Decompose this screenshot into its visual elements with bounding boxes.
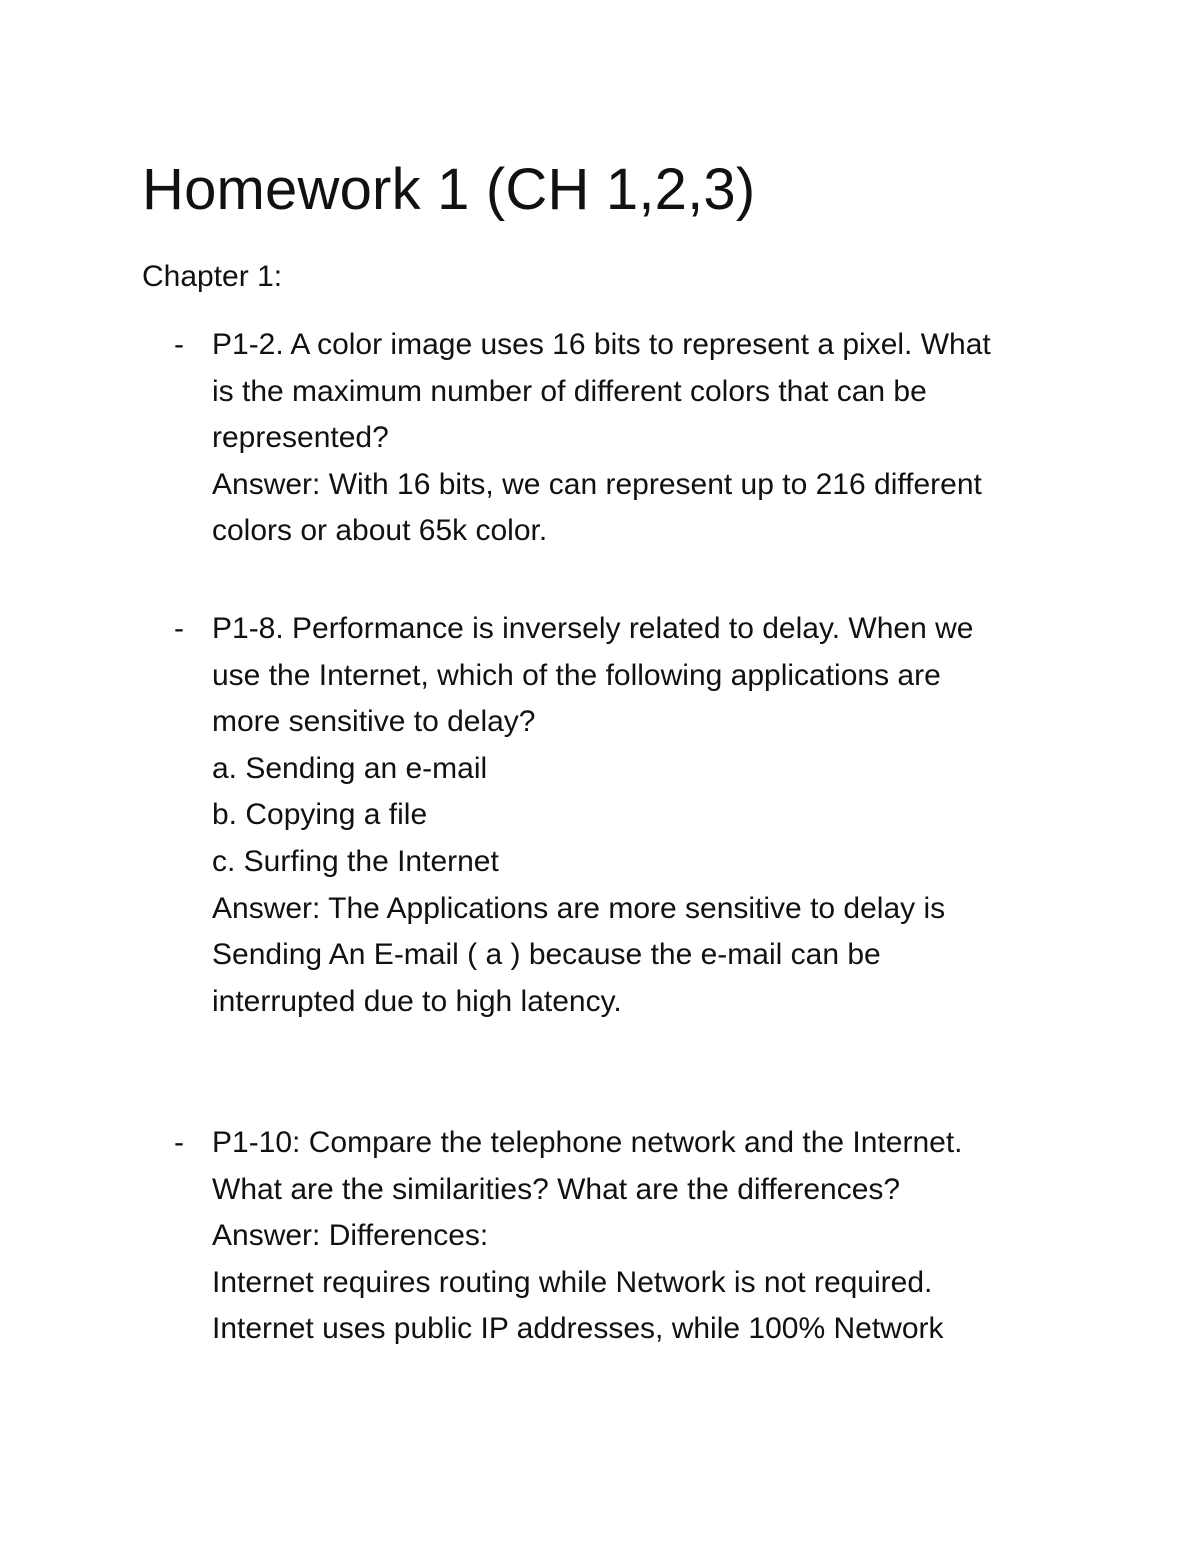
problem-line <box>142 606 973 653</box>
answer-line <box>142 1260 962 1307</box>
problem-line <box>142 1167 962 1214</box>
answer-text: interrupted due to high latency. <box>212 984 622 1018</box>
answer-line <box>142 1213 962 1260</box>
bullet-dash: - <box>174 612 184 645</box>
option-text: b. Copying a file <box>212 798 428 832</box>
problem-text: P1-8. Performance is inversely related to delay. When we <box>212 612 974 645</box>
problem-line <box>142 322 991 369</box>
problem-line <box>142 369 991 416</box>
problem-text: P1-10: Compare the telephone network and the Internet. <box>212 1126 963 1159</box>
answer-text: Internet uses public IP addresses, while 100% Network <box>212 1312 944 1346</box>
answer-line <box>142 1306 962 1353</box>
answer-line <box>142 886 973 933</box>
problem-text: use the Internet, which of the following applications are <box>212 658 941 692</box>
problem-item <box>142 322 991 555</box>
problem-item <box>142 606 973 1025</box>
problem-line <box>142 1120 962 1167</box>
problem-text: What are the similarities? What are the differences? <box>212 1172 901 1206</box>
answer-line <box>142 979 973 1026</box>
answer-line <box>142 932 973 979</box>
bullet-dash: - <box>174 1126 184 1159</box>
option-line <box>142 792 973 839</box>
problem-line <box>142 699 973 746</box>
answer-text: Answer: With 16 bits, we can represent up to 216 different <box>212 467 982 501</box>
problem-line <box>142 653 973 700</box>
chapter-heading: Chapter 1: <box>142 260 283 293</box>
page-title: Homework 1 (CH 1,2,3) <box>142 157 756 222</box>
option-text: c. Surfing the Internet <box>212 844 499 878</box>
problem-text: is the maximum number of different colors that can be <box>212 374 927 408</box>
answer-text: Internet requires routing while Network is not required. <box>212 1265 933 1299</box>
option-text: a. Sending an e-mail <box>212 751 488 785</box>
answer-text: colors or about 65k color. <box>212 514 548 548</box>
problem-text: P1-2. A color image uses 16 bits to represent a pixel. What <box>212 328 991 361</box>
option-line <box>142 839 973 886</box>
problem-text: represented? <box>212 421 389 455</box>
answer-line <box>142 462 991 509</box>
problem-item <box>142 1120 962 1353</box>
answer-text: Answer: Differences: <box>212 1219 489 1253</box>
option-line <box>142 746 973 793</box>
answer-text: Answer: The Applications are more sensitive to delay is <box>212 891 946 925</box>
answer-text: Sending An E-mail ( a ) because the e-mail can be <box>212 938 881 972</box>
bullet-dash: - <box>174 328 184 361</box>
problem-line <box>142 415 991 462</box>
answer-line <box>142 508 991 555</box>
problem-text: more sensitive to delay? <box>212 705 536 739</box>
